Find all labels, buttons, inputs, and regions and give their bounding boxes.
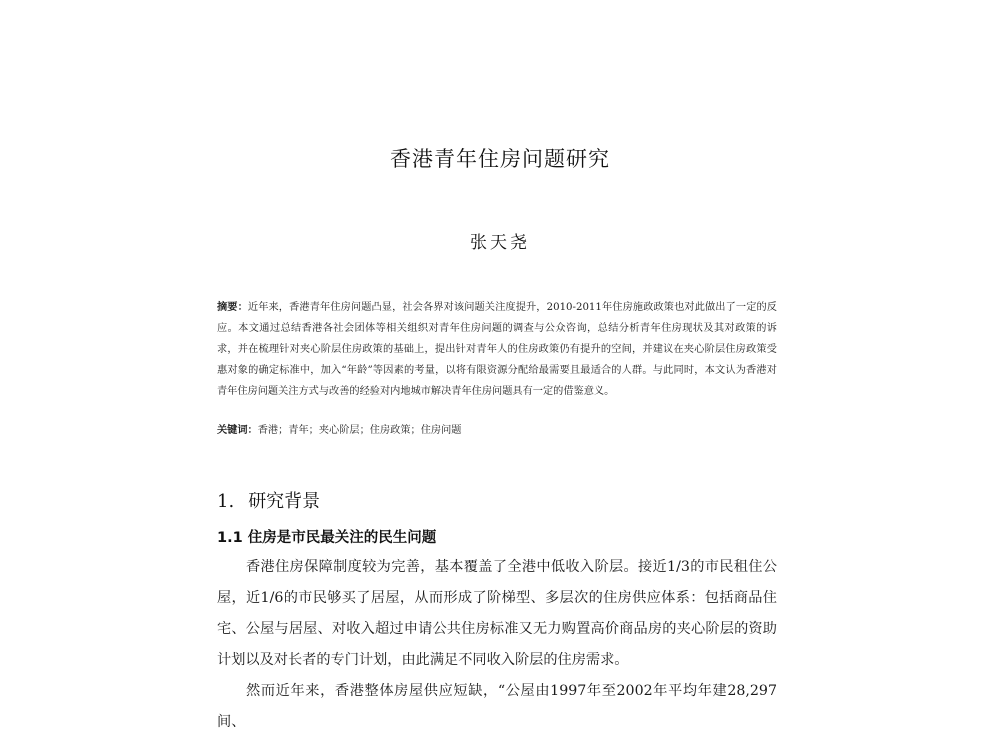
subsection-heading: 1.1 住房是市民最关注的民生问题 [217, 530, 437, 546]
author-name: 张天尧 [470, 233, 530, 253]
keywords-label: 关键词： [217, 425, 258, 436]
section-number: 1. [217, 491, 235, 512]
body-paragraph: 香港住房保障制度较为完善，基本覆盖了全港中低收入阶层。接近1/3的市民租住公屋，近1/6的市民够买了居屋，从而形成了阶梯型、多层次的住房供应体系：包括商品住宅、公屋与居屋、对收入超过申请公共住房标准又无力购置高价商品房的夹心阶层的资助计划以及对长者的专门计划，由此满足不同收入阶层的住房需求。 [217, 559, 777, 668]
abstract-block [217, 297, 777, 402]
keywords-block [217, 420, 777, 441]
body-paragraph: 然而近年来，香港整体房屋供应短缺，“公屋由1997年至2002年平均年建28,297间、 [217, 683, 777, 730]
section-heading [217, 487, 320, 513]
abstract-text: 近年来，香港青年住房问题凸显，社会各界对该问题关注度提升，2010-2011年住房施政政策也对此做出了一定的反应。本文通过总结香港各社会团体等相关组织对青年住房问题的调查与公众咨询，总结分析青年住房现状及其对政策的诉求，并在梳理针对夹心阶层住房政策的基础上，提出针对青年人的住房政策仍有提升的空间，并建议在夹心阶层住房政策受惠对象的确定标准中，加入“年龄”等因素的考量，以将有限资源分配给最需要且最适合的人群。与此同时，本文认为香港对青年住房问题关注方式与改善的经验对内地城市解决青年住房问题具有一定的借鉴意义。 [217, 302, 777, 397]
abstract-label: 摘要： [217, 302, 248, 313]
section-title: 研究背景 [248, 491, 321, 512]
keywords-text: 香港；青年；夹心阶层；住房政策；住房问题 [257, 425, 462, 436]
paper-title: 香港青年住房问题研究 [390, 147, 610, 171]
